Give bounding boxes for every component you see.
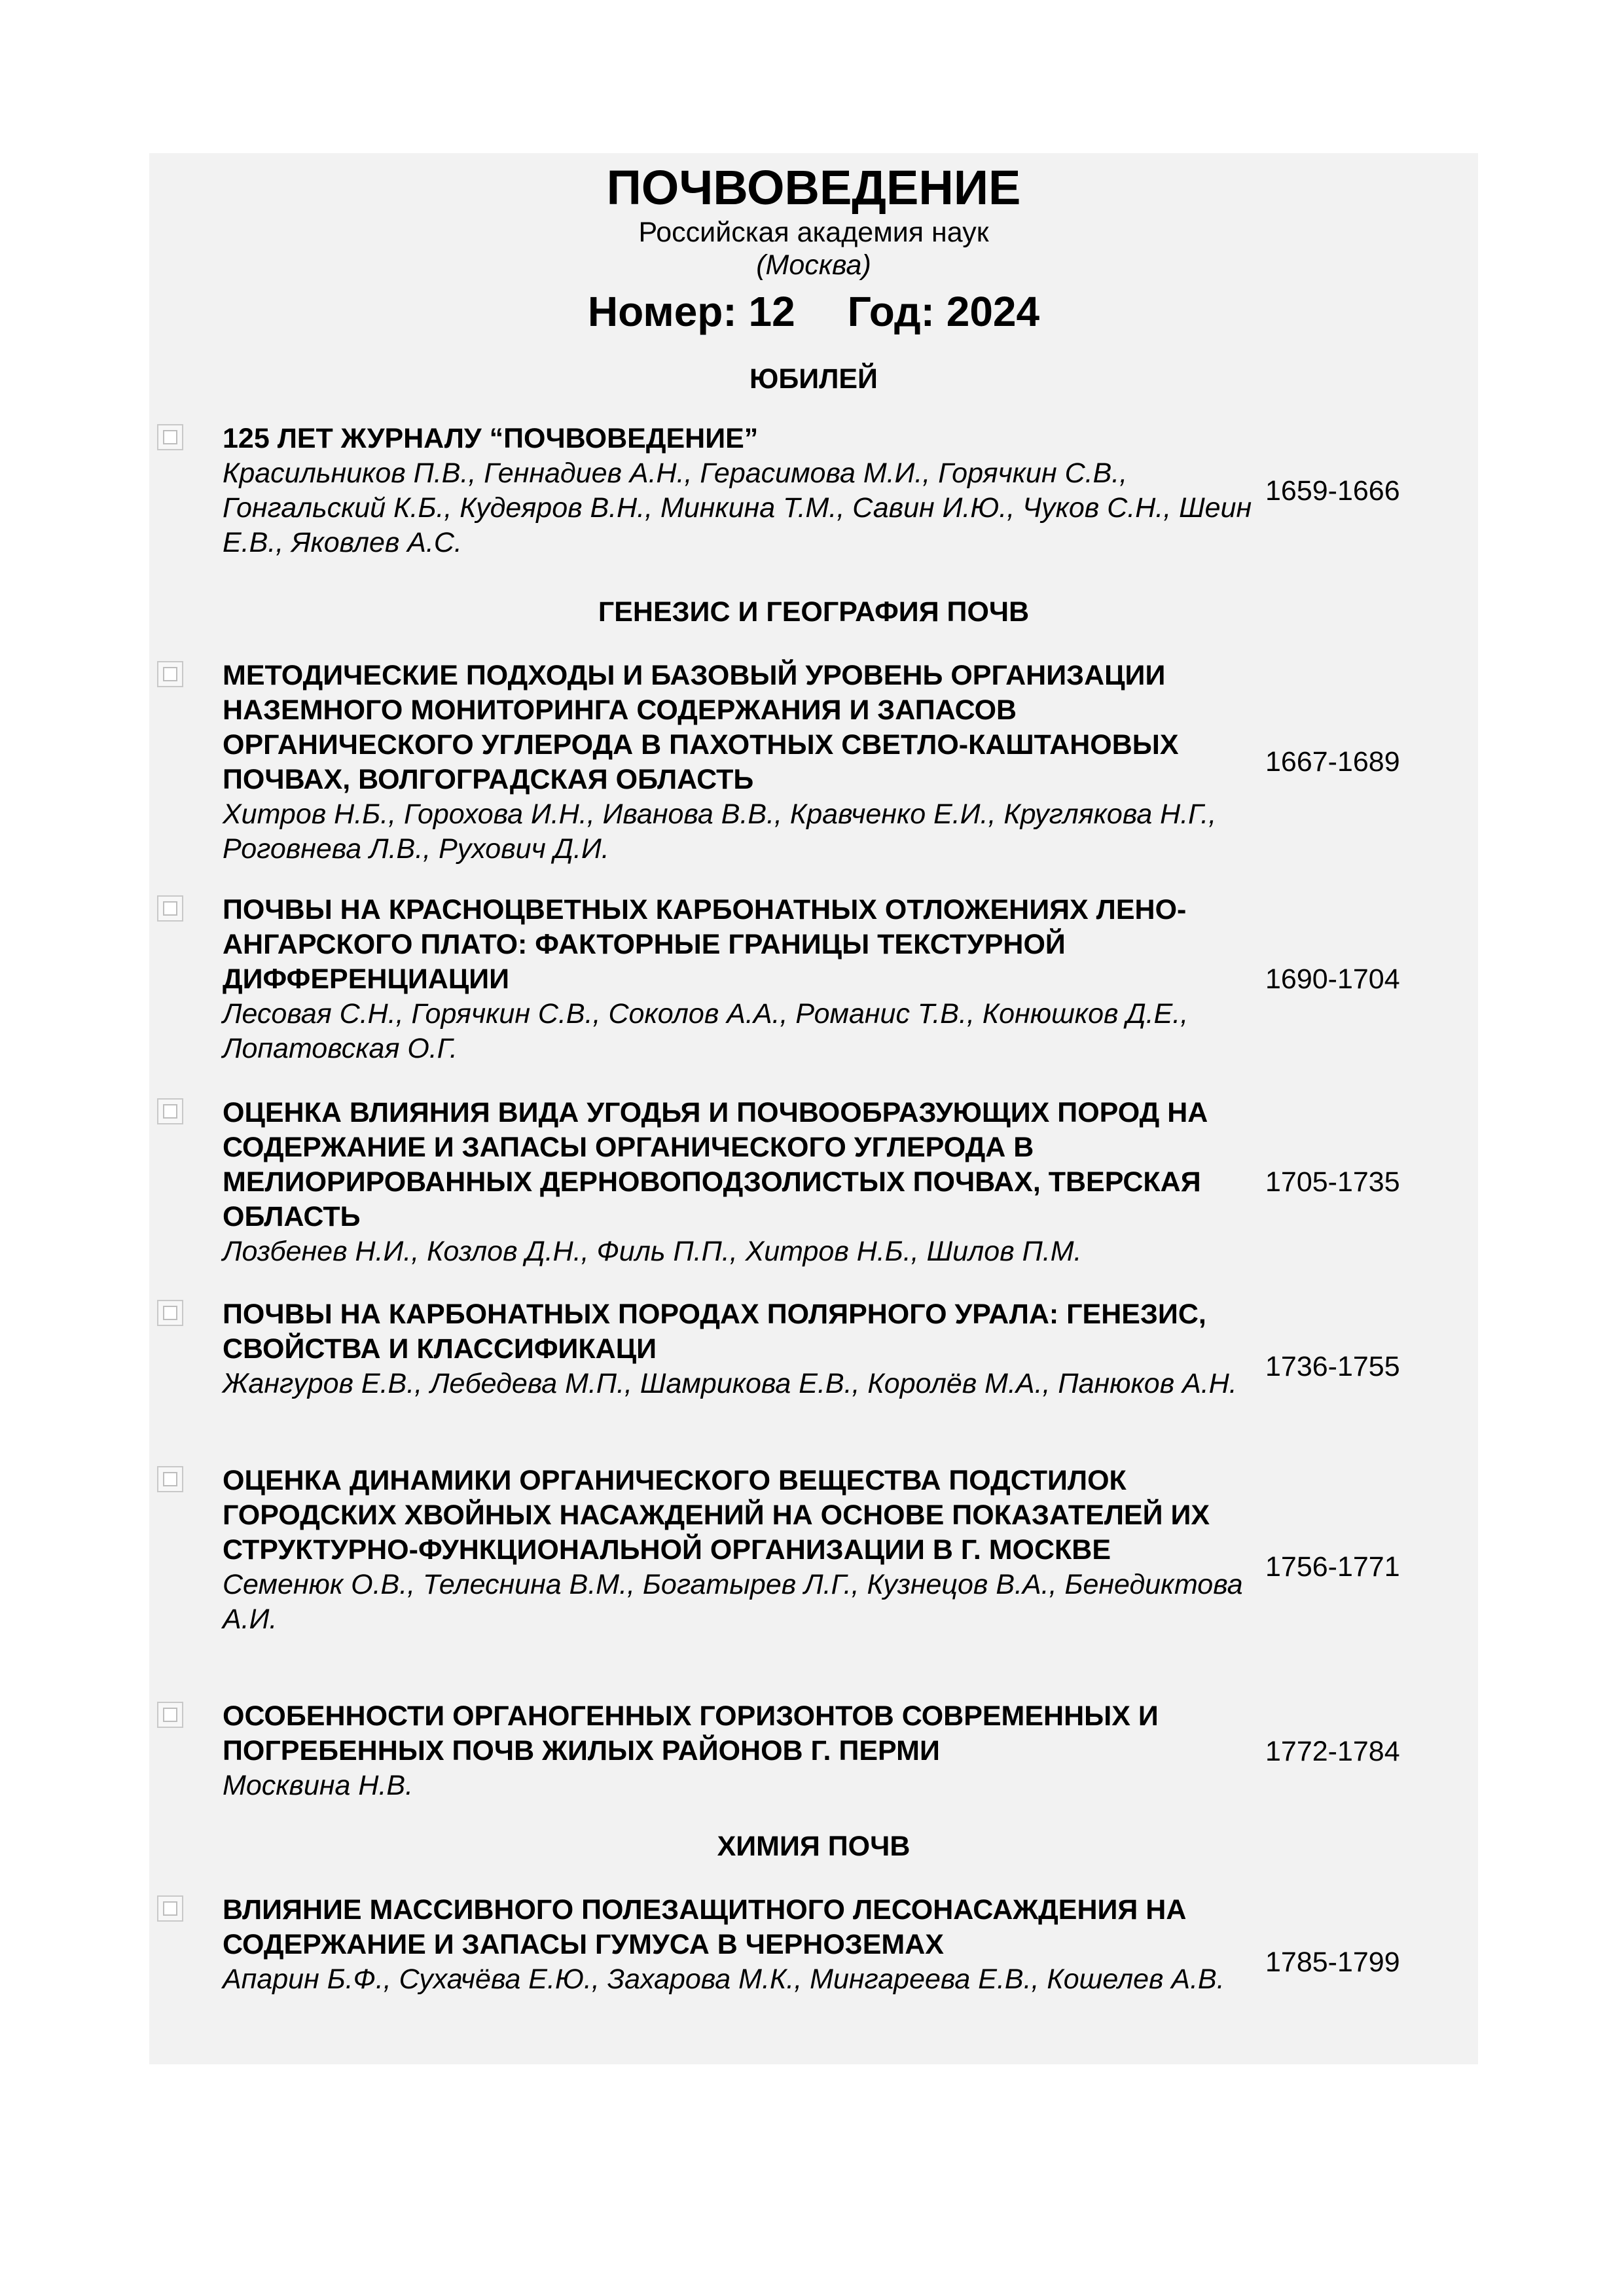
article-authors: Красильников П.В., Геннадиев А.Н., Герасимова М.И., Горячкин С.В., Гонгальский К.Б., Кудеяров В.Н., Минкина Т.М., Савин И.Ю., Чуков С.Н., Шеин Е.В., Яковлев А.С. [223,457,1252,558]
issue-year-line [149,284,1478,339]
article-authors: Жангуров Е.В., Лебедева М.П., Шамрикова Е.В., Королёв М.А., Панюков А.Н. [223,1368,1237,1399]
select-article-checkbox[interactable] [157,895,183,922]
article-authors: Москвина Н.В. [223,1770,414,1801]
article-authors: Хитров Н.Б., Горохова И.Н., Иванова В.В., Кравченко Е.И., Круглякова Н.Г., Роговнева Л.В., Рухович Д.И. [223,798,1217,865]
section-heading: ЮБИЛЕЙ [749,363,878,395]
article-title[interactable]: 125 ЛЕТ ЖУРНАЛУ “ПОЧВОВЕДЕНИЕ” [223,423,759,454]
select-article-checkbox[interactable] [157,1466,183,1492]
section-heading: ХИМИЯ ПОЧВ [717,1831,911,1862]
article-pages: 1667-1689 [1265,746,1400,778]
select-article-checkbox[interactable] [157,1300,183,1326]
article-pages: 1785-1799 [1265,1946,1400,1978]
article-pages: 1659-1666 [1265,475,1400,507]
article-pages: 1736-1755 [1265,1351,1400,1382]
article-title[interactable]: ОСОБЕННОСТИ ОРГАНОГЕННЫХ ГОРИЗОНТОВ СОВРЕМЕННЫХ И ПОГРЕБЕННЫХ ПОЧВ ЖИЛЫХ РАЙОНОВ Г. ПЕРМИ [223,1700,1159,1767]
article-authors: Лозбенев Н.И., Козлов Д.Н., Филь П.П., Хитров Н.Б., Шилов П.М. [223,1236,1082,1267]
article-pages: 1705-1735 [1265,1166,1400,1198]
article-title[interactable]: ВЛИЯНИЕ МАССИВНОГО ПОЛЕЗАЩИТНОГО ЛЕСОНАСАЖДЕНИЯ НА СОДЕРЖАНИЕ И ЗАПАСЫ ГУМУСА В ЧЕРНОЗЕМАХ [223,1894,1187,1960]
article-pages: 1772-1784 [1265,1736,1400,1767]
select-article-checkbox[interactable] [157,1895,183,1922]
article-title[interactable]: ПОЧВЫ НА КАРБОНАТНЫХ ПОРОДАХ ПОЛЯРНОГО УРАЛА: ГЕНЕЗИС, СВОЙСТВА И КЛАССИФИКАЦИ [223,1299,1206,1365]
article-authors: Апарин Б.Ф., Сухачёва Е.Ю., Захарова М.К., Мингареева Е.В., Кошелев А.В. [223,1964,1225,1995]
journal-contents-panel [149,153,1478,2064]
article-title[interactable]: ПОЧВЫ НА КРАСНОЦВЕТНЫХ КАРБОНАТНЫХ ОТЛОЖЕНИЯХ ЛЕНО-АНГАРСКОГО ПЛАТО: ФАКТОРНЫЕ ГРАНИЦЫ ТЕКСТУРНОЙ ДИФФЕРЕНЦИАЦИИ [223,894,1187,995]
select-article-checkbox[interactable] [157,1702,183,1728]
journal-title: ПОЧВОВЕДЕНИЕ [606,160,1021,215]
article-pages: 1690-1704 [1265,963,1400,995]
year-label: Год: 2024 [847,288,1040,335]
article-authors: Лесовая С.Н., Горячкин С.В., Соколов А.А., Романис Т.В., Конюшков Д.Е., Лопатовская О.Г. [223,998,1189,1064]
article-authors: Семенюк О.В., Телеснина В.М., Богатырев Л.Г., Кузнецов В.А., Бенедиктова А.И. [223,1569,1243,1635]
select-article-checkbox[interactable] [157,1098,183,1124]
article-title[interactable]: МЕТОДИЧЕСКИЕ ПОДХОДЫ И БАЗОВЫЙ УРОВЕНЬ ОРГАНИЗАЦИИ НАЗЕМНОГО МОНИТОРИНГА СОДЕРЖАНИЯ И ЗАПАСОВ ОРГАНИЧЕСКОГО УГЛЕРОДА В ПАХОТНЫХ СВЕТЛО-КАШТАНОВЫХ ПОЧВАХ, ВОЛГОГРАДСКАЯ ОБЛАСТЬ [223,660,1179,795]
section-heading: ГЕНЕЗИС И ГЕОГРАФИЯ ПОЧВ [598,596,1030,628]
article-title[interactable]: ОЦЕНКА ВЛИЯНИЯ ВИДА УГОДЬЯ И ПОЧВООБРАЗУЮЩИХ ПОРОД НА СОДЕРЖАНИЕ И ЗАПАСЫ ОРГАНИЧЕСКОГО УГЛЕРОДА В МЕЛИОРИРОВАННЫХ ДЕРНОВОПОДЗОЛИСТЫХ ПОЧВАХ, ТВЕРСКАЯ ОБЛАСТЬ [223,1097,1208,1232]
journal-publisher: Российская академия наук [638,217,989,248]
select-article-checkbox[interactable] [157,661,183,687]
article-title[interactable]: ОЦЕНКА ДИНАМИКИ ОРГАНИЧЕСКОГО ВЕЩЕСТВА ПОДСТИЛОК ГОРОДСКИХ ХВОЙНЫХ НАСАЖДЕНИЙ НА ОСНОВЕ ПОКАЗАТЕЛЕЙ ИХ СТРУКТУРНО-ФУНКЦИОНАЛЬНОЙ ОРГАНИЗАЦИИ В Г. МОСКВЕ [223,1465,1210,1566]
article-pages: 1756-1771 [1265,1551,1400,1583]
journal-city: (Москва) [756,249,871,281]
issue-label: Номер: 12 [587,288,795,335]
select-article-checkbox[interactable] [157,424,183,450]
